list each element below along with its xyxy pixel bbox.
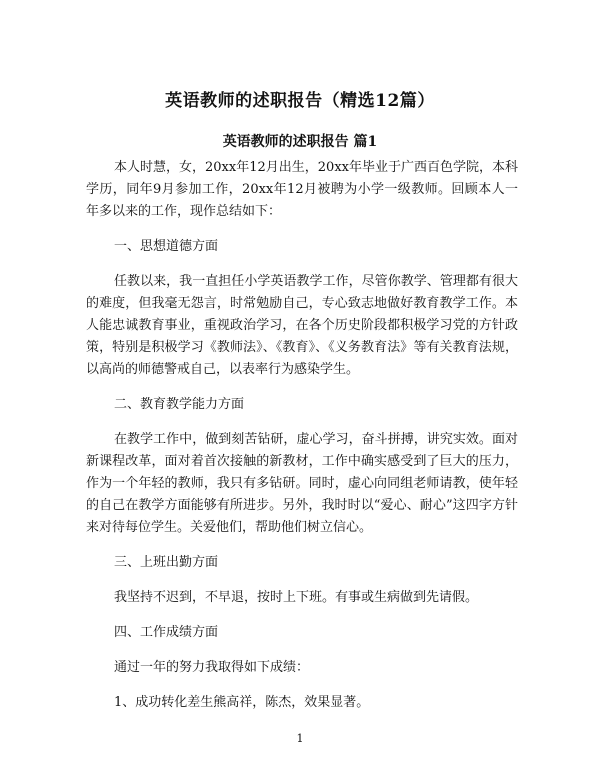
heading-attendance: 三、上班出勤方面 xyxy=(114,555,219,570)
achievement-item-1: 1、成功转化差生熊高祥，陈杰，效果显著。 xyxy=(114,695,370,710)
paragraph-teaching-ability: 在教学工作中，做到刻苦钻研，虚心学习，奋斗拼搏，讲究实效。面对新课程改革，面对着首次接触的新教材，工作中确实感受到了巨大的压力，作为一个年轻的教师，我只有多钻研。同时，虚心向同组老师请教，使年轻的自己在教学方面能够有所进步。另外，我时时以“爱心、耐心”这四字方针来对待每位学生。关爱他们，帮助他们树立信心。 xyxy=(86,432,518,535)
heading-teaching-ability: 二、教育教学能力方面 xyxy=(114,397,245,412)
document-title: 英语教师的述职报告（精选12篇） xyxy=(165,91,435,111)
paragraph-achievements-intro: 通过一年的努力我取得如下成绩： xyxy=(114,660,310,675)
heading-achievements: 四、工作成绩方面 xyxy=(114,625,219,640)
page-number: 1 xyxy=(296,732,304,745)
document-body xyxy=(86,157,518,727)
heading-moral: 一、思想道德方面 xyxy=(114,239,219,254)
paragraph-attendance: 我坚持不迟到，不早退，按时上下班。有事或生病做到先请假。 xyxy=(114,590,479,605)
section-title: 英语教师的述职报告 篇1 xyxy=(222,134,378,150)
intro-paragraph: 本人时慧，女，20xx年12月出生，20xx年毕业于广西百色学院，本科学历，同年9月参加工作，20xx年12月被聘为小学一级教师。回顾本人一年多以来的工作，现作总结如下： xyxy=(86,160,518,219)
paragraph-moral: 任教以来，我一直担任小学英语教学工作，尽管你教学、管理都有很大的难度，但我毫无怨言，时常勉励自己，专心致志地做好教育教学工作。本人能忠诚教育事业，重视政治学习，在各个历史阶段都积极学习党的方针政策，特别是积极学习《教师法》、《教育》、《义务教育法》等有关教育法规，以高尚的师德警戒自己，以表率行为感染学生。 xyxy=(86,274,518,377)
